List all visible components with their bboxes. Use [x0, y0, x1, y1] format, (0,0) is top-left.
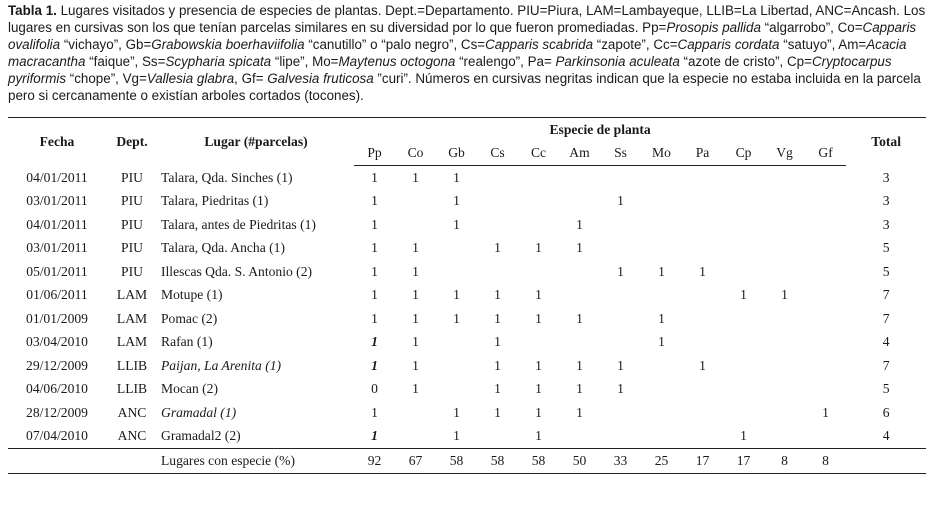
row-cell-ss: 1	[617, 381, 624, 397]
row-cell-pa	[682, 401, 723, 425]
row-total: 3	[882, 193, 890, 209]
row-dept: LAM	[116, 310, 148, 326]
row-cell-cp	[723, 260, 764, 284]
row-cell-gb: 1	[453, 310, 460, 326]
row-cell-gf	[805, 378, 846, 402]
row-cell-cs	[477, 260, 518, 284]
row-cell-pa	[682, 237, 723, 261]
table-row	[8, 307, 926, 331]
header-lugar: Lugar (#parcelas)	[158, 118, 354, 166]
row-cell-gf	[805, 190, 846, 214]
row-cell-am	[559, 331, 600, 355]
row-cell-pp: 0	[371, 381, 378, 397]
row-cell-gb	[436, 354, 477, 378]
row-total: 6	[882, 404, 890, 420]
header-fecha: Fecha	[8, 118, 106, 166]
row-total: 5	[882, 240, 890, 256]
row-cell-gb: 1	[453, 193, 460, 209]
row-cell-vg	[764, 425, 805, 449]
footer-value-mo: 25	[641, 449, 682, 474]
row-cell-mo	[641, 213, 682, 237]
row-cell-vg	[764, 354, 805, 378]
row-cell-mo	[641, 401, 682, 425]
row-cell-gb: 1	[453, 169, 460, 185]
row-cell-cp	[723, 307, 764, 331]
row-cell-gb	[436, 378, 477, 402]
row-cell-cc: 1	[535, 357, 542, 373]
row-cell-co: 1	[412, 381, 419, 397]
row-cell-pp: 1	[371, 357, 378, 373]
row-cell-gf	[805, 284, 846, 308]
row-fecha: 28/12/2009	[26, 404, 88, 420]
row-cell-cp	[723, 213, 764, 237]
row-cell-pp: 1	[371, 263, 378, 279]
row-cell-am: 1	[576, 404, 583, 420]
row-cell-vg	[764, 378, 805, 402]
header-total: Total	[846, 118, 926, 166]
table-row	[8, 237, 926, 261]
species-header-cc: Cc	[518, 142, 559, 166]
row-cell-cs	[477, 190, 518, 214]
footer-value-cp: 17	[723, 449, 764, 474]
table-row	[8, 354, 926, 378]
footer-value-co: 67	[395, 449, 436, 474]
row-cell-am: 1	[576, 240, 583, 256]
row-cell-mo: 1	[658, 334, 665, 350]
row-total: 7	[882, 357, 890, 373]
row-fecha: 05/01/2011	[26, 263, 88, 279]
row-cell-pp: 1	[371, 404, 378, 420]
footer-value-gb: 58	[436, 449, 477, 474]
row-cell-am	[559, 260, 600, 284]
row-dept: LLIB	[116, 357, 148, 373]
row-fecha: 04/06/2010	[26, 381, 88, 397]
table-row	[8, 166, 926, 190]
row-lugar: Gramadal2 (2)	[161, 428, 241, 444]
species-header-co: Co	[395, 142, 436, 166]
row-lugar: Rafan (1)	[161, 334, 213, 350]
row-cell-co	[395, 401, 436, 425]
row-total: 3	[882, 169, 890, 185]
footer-value-gf: 8	[805, 449, 846, 474]
footer-value-cs: 58	[477, 449, 518, 474]
row-cell-gb: 1	[453, 404, 460, 420]
row-cell-cs: 1	[494, 404, 501, 420]
row-lugar: Talara, Piedritas (1)	[161, 193, 269, 209]
row-cell-pa	[682, 378, 723, 402]
row-cell-co: 1	[412, 263, 419, 279]
row-total: 7	[882, 310, 890, 326]
row-cell-mo	[641, 354, 682, 378]
footer-value-am: 50	[559, 449, 600, 474]
row-cell-pa	[682, 284, 723, 308]
row-lugar: Pomac (2)	[161, 310, 218, 326]
row-cell-gf: 1	[822, 404, 829, 420]
row-total: 5	[882, 381, 890, 397]
row-lugar: Mocan (2)	[161, 381, 218, 397]
row-cell-pp: 1	[371, 193, 378, 209]
species-header-mo: Mo	[641, 142, 682, 166]
row-cell-ss	[600, 307, 641, 331]
row-cell-mo	[641, 166, 682, 190]
species-header-pa: Pa	[682, 142, 723, 166]
table-row	[8, 378, 926, 402]
row-cell-cc: 1	[535, 240, 542, 256]
row-cell-vg	[764, 307, 805, 331]
row-dept: PIU	[121, 263, 143, 279]
row-cell-pa: 1	[699, 357, 706, 373]
species-header-cp: Cp	[723, 142, 764, 166]
row-lugar: Talara, antes de Piedritas (1)	[161, 216, 316, 232]
row-cell-mo	[641, 190, 682, 214]
species-table	[8, 117, 926, 474]
row-fecha: 07/04/2010	[26, 428, 88, 444]
header-especie: Especie de planta	[354, 118, 846, 142]
row-cell-cs: 1	[494, 357, 501, 373]
row-cell-cc: 1	[535, 381, 542, 397]
row-dept: LLIB	[116, 381, 148, 397]
row-cell-ss: 1	[617, 193, 624, 209]
row-cell-pa	[682, 425, 723, 449]
species-header-am: Am	[559, 142, 600, 166]
row-cell-cp	[723, 331, 764, 355]
row-cell-cc	[518, 260, 559, 284]
row-cell-am	[559, 190, 600, 214]
row-cell-cp	[723, 237, 764, 261]
row-cell-ss	[600, 166, 641, 190]
row-cell-pa	[682, 166, 723, 190]
row-cell-cs	[477, 166, 518, 190]
row-cell-mo	[641, 284, 682, 308]
row-cell-vg	[764, 331, 805, 355]
row-dept: PIU	[121, 240, 143, 256]
row-cell-am: 1	[576, 310, 583, 326]
row-cell-pp: 1	[371, 334, 378, 350]
row-cell-cc: 1	[535, 404, 542, 420]
footer-value-pp: 92	[354, 449, 395, 474]
row-cell-mo: 1	[658, 263, 665, 279]
row-cell-cs	[477, 425, 518, 449]
row-cell-gb: 1	[453, 287, 460, 303]
row-total: 4	[882, 334, 890, 350]
row-cell-gf	[805, 166, 846, 190]
footer-label: Lugares con especie (%)	[158, 449, 354, 474]
row-cell-cc: 1	[535, 310, 542, 326]
table-row	[8, 190, 926, 214]
row-cell-ss	[600, 237, 641, 261]
table-row	[8, 425, 926, 449]
row-cell-gf	[805, 331, 846, 355]
row-cell-am: 1	[576, 381, 583, 397]
row-dept: LAM	[116, 287, 148, 303]
row-fecha: 29/12/2009	[26, 357, 88, 373]
row-cell-cp: 1	[740, 287, 747, 303]
row-cell-pa: 1	[699, 263, 706, 279]
row-total: 4	[882, 428, 890, 444]
row-cell-gb: 1	[453, 428, 460, 444]
row-cell-cp	[723, 190, 764, 214]
row-cell-gb	[436, 260, 477, 284]
table-row	[8, 331, 926, 355]
row-cell-ss	[600, 425, 641, 449]
row-cell-vg	[764, 401, 805, 425]
row-cell-pp: 1	[371, 240, 378, 256]
row-lugar: Illescas Qda. S. Antonio (2)	[161, 263, 313, 279]
row-cell-am	[559, 166, 600, 190]
row-cell-mo: 1	[658, 310, 665, 326]
row-cell-am	[559, 284, 600, 308]
row-cell-ss: 1	[617, 357, 624, 373]
row-cell-co	[395, 213, 436, 237]
row-cell-cs: 1	[494, 240, 501, 256]
table-row	[8, 284, 926, 308]
row-cell-gf	[805, 354, 846, 378]
row-dept: ANC	[117, 404, 147, 420]
row-cell-cs: 1	[494, 287, 501, 303]
table-row	[8, 213, 926, 237]
row-cell-cp	[723, 378, 764, 402]
row-cell-co: 1	[412, 169, 419, 185]
row-dept: ANC	[117, 428, 147, 444]
row-cell-pp: 1	[371, 287, 378, 303]
row-total: 5	[882, 263, 890, 279]
species-header-vg: Vg	[764, 142, 805, 166]
row-cell-vg	[764, 260, 805, 284]
row-cell-cp	[723, 166, 764, 190]
row-fecha: 04/01/2011	[26, 169, 88, 185]
row-cell-gf	[805, 237, 846, 261]
row-fecha: 03/01/2011	[26, 240, 88, 256]
row-cell-cs: 1	[494, 310, 501, 326]
row-cell-pp: 1	[371, 169, 378, 185]
table-body	[8, 166, 926, 449]
row-lugar: Talara, Qda. Ancha (1)	[161, 240, 285, 256]
row-cell-gb	[436, 331, 477, 355]
row-cell-cp	[723, 354, 764, 378]
row-total: 3	[882, 216, 890, 232]
row-cell-co: 1	[412, 357, 419, 373]
row-cell-mo	[641, 378, 682, 402]
row-cell-pa	[682, 213, 723, 237]
row-cell-ss	[600, 331, 641, 355]
row-fecha: 03/04/2010	[26, 334, 88, 350]
footer-value-cc: 58	[518, 449, 559, 474]
row-cell-co	[395, 425, 436, 449]
species-header-gf: Gf	[805, 142, 846, 166]
row-cell-vg	[764, 190, 805, 214]
row-cell-co	[395, 190, 436, 214]
row-dept: LAM	[116, 334, 148, 350]
row-cell-cc: 1	[535, 287, 542, 303]
row-cell-cs: 1	[494, 381, 501, 397]
row-cell-cc: 1	[535, 428, 542, 444]
table-row	[8, 260, 926, 284]
row-cell-vg: 1	[781, 287, 788, 303]
row-cell-co: 1	[412, 334, 419, 350]
header-dept: Dept.	[106, 118, 158, 166]
row-cell-gb	[436, 237, 477, 261]
row-cell-co: 1	[412, 240, 419, 256]
row-dept: PIU	[121, 216, 143, 232]
row-cell-gf	[805, 260, 846, 284]
row-cell-co: 1	[412, 287, 419, 303]
row-cell-ss	[600, 213, 641, 237]
row-fecha: 03/01/2011	[26, 193, 88, 209]
species-header-gb: Gb	[436, 142, 477, 166]
row-cell-cc	[518, 331, 559, 355]
row-cell-gf	[805, 213, 846, 237]
row-dept: PIU	[121, 193, 143, 209]
row-total: 7	[882, 287, 890, 303]
footer-row	[8, 449, 926, 474]
row-cell-mo	[641, 425, 682, 449]
row-cell-gf	[805, 307, 846, 331]
footer-value-pa: 17	[682, 449, 723, 474]
row-cell-ss	[600, 401, 641, 425]
row-cell-am: 1	[576, 357, 583, 373]
row-cell-cs: 1	[494, 334, 501, 350]
row-cell-cs	[477, 213, 518, 237]
row-cell-vg	[764, 166, 805, 190]
row-lugar: Motupe (1)	[161, 287, 223, 303]
row-cell-pp: 1	[371, 310, 378, 326]
species-header-cs: Cs	[477, 142, 518, 166]
row-cell-vg	[764, 237, 805, 261]
row-dept: PIU	[121, 169, 143, 185]
row-cell-pa	[682, 331, 723, 355]
row-cell-cc	[518, 213, 559, 237]
row-lugar: Gramadal (1)	[161, 404, 237, 420]
footer-value-vg: 8	[764, 449, 805, 474]
row-cell-gf	[805, 425, 846, 449]
row-cell-vg	[764, 213, 805, 237]
row-fecha: 01/06/2011	[26, 287, 88, 303]
row-cell-gb: 1	[453, 216, 460, 232]
row-fecha: 04/01/2011	[26, 216, 88, 232]
table-caption: Tabla 1. Lugares visitados y presencia de especies de plantas. Dept.=Departamento. PIU=Piura, LAM=Lambayeque, LLIB=La Libertad, ANC=Ancash. Los lugares en cursivas son los que tenían parcelas similares en su diversidad por lo que fueron promediadas. Pp=Prosopis pallida “algarrobo”, Co=Capparis ovalifolia “vichayo”, Gb=Grabowskia boerhaviifolia “canutillo” o “palo negro”, Cs=Capparis scabrida “zapote”, Cc=Capparis cordata “satuyo”, Am=Acacia macracantha “faique”, Ss=Scypharia spicata “lipe”, Mo=Maytenus octogona “realengo”, Pa= Parkinsonia aculeata “azote de cristo”, Cp=Cryptocarpus pyriformis “chope”, Vg=Vallesia glabra, Gf= Galvesia fruticosa ”curi”. Números en cursivas negritas indican que la especie no estaba incluida en la parcela pero si cercanamente o existían arboles cortados (tocones).	[8, 3, 926, 103]
row-cell-ss: 1	[617, 263, 624, 279]
species-header-ss: Ss	[600, 142, 641, 166]
caption-label: Tabla 1.	[8, 3, 57, 18]
row-cell-cc	[518, 166, 559, 190]
row-lugar: Talara, Qda. Sinches (1)	[161, 169, 293, 185]
row-cell-mo	[641, 237, 682, 261]
row-cell-co: 1	[412, 310, 419, 326]
species-header-pp: Pp	[354, 142, 395, 166]
footer-value-ss: 33	[600, 449, 641, 474]
row-cell-pp: 1	[371, 428, 378, 444]
row-cell-pa	[682, 190, 723, 214]
row-lugar: Paijan, La Arenita (1)	[161, 357, 282, 373]
row-cell-cc	[518, 190, 559, 214]
row-cell-am	[559, 425, 600, 449]
row-cell-am: 1	[576, 216, 583, 232]
row-cell-cp: 1	[740, 428, 747, 444]
row-cell-pa	[682, 307, 723, 331]
row-fecha: 01/01/2009	[26, 310, 88, 326]
row-cell-cp	[723, 401, 764, 425]
row-cell-pp: 1	[371, 216, 378, 232]
table-row	[8, 401, 926, 425]
row-cell-ss	[600, 284, 641, 308]
